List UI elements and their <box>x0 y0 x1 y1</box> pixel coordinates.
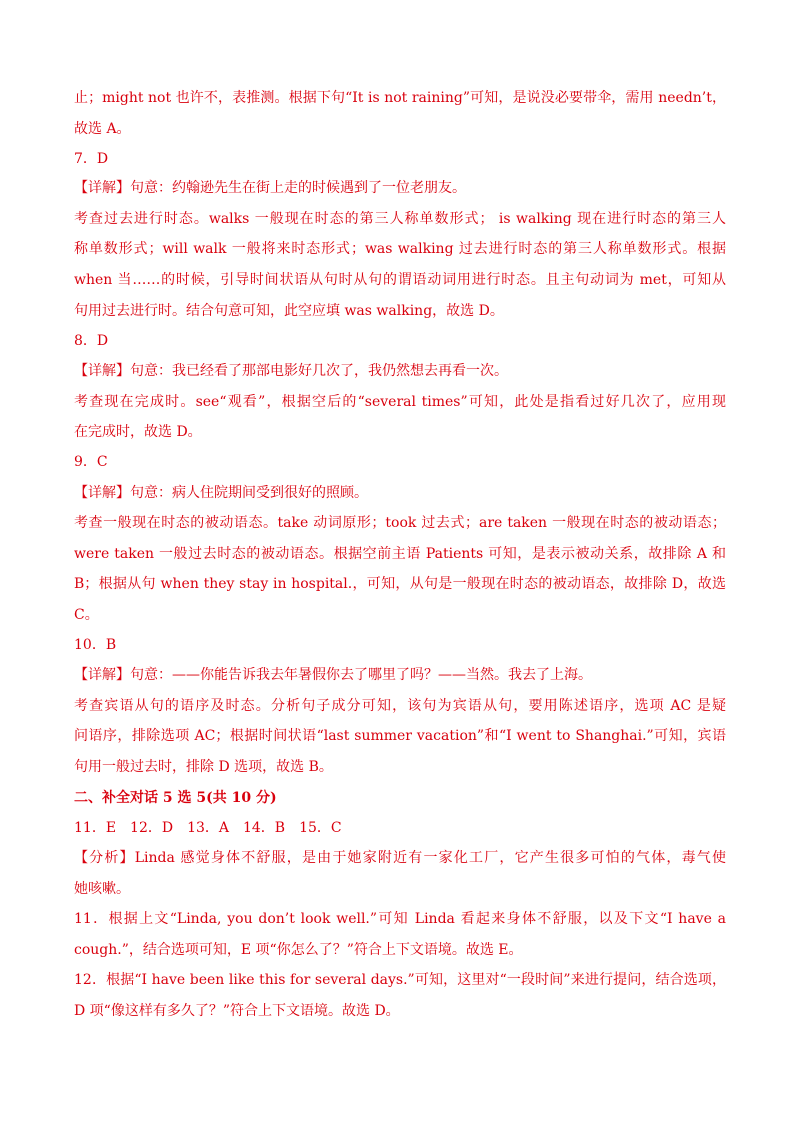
text-line: 她咳嗽。 <box>74 881 130 897</box>
text-line: 7．D <box>74 151 109 167</box>
text-line: 止；might not 也许不，表推测。根据下句“It is not raining”可知，是说没必要带伞，需用 needn’t， <box>74 90 726 106</box>
text-line: D 项“像这样有多久了？”符合上下文语境。故选 D。 <box>74 1003 400 1019</box>
text-line: 考查宾语从句的语序及时态。分析句子成分可知，该句为宾语从句，要用陈述语序，选项 AC 是疑 <box>74 698 726 714</box>
text-line: 考查现在完成时。see“观看”，根据空后的“several times”可知，此处是指看过好几次了，应用现 <box>74 394 726 410</box>
text-line: C。 <box>74 607 99 623</box>
text-line: 12．根据“I have been like this for several days.”可知，这里对“一段时间”来进行提问，结合选项， <box>74 972 726 988</box>
text-line: 【详解】句意：我已经看了那部电影好几次了，我仍然想去再看一次。 <box>74 363 508 379</box>
text-line: 10．B <box>74 637 117 653</box>
text-line: 11．E 12．D 13．A 14．B 15．C <box>74 820 342 836</box>
text-line: 【详解】句意：——你能告诉我去年暑假你去了哪里了吗？——当然。我去了上海。 <box>74 667 592 683</box>
text-line: B；根据从句 when they stay in hospital.，可知，从句是一般现在时态的被动语态，故排除 D，故选 <box>74 576 726 592</box>
text-line: were taken 一般过去时态的被动语态。根据空前主语 Patients 可知，是表示被动关系，故排除 A 和 <box>74 546 726 562</box>
section-heading: 二、补全对话 5 选 5(共 10 分) <box>74 790 277 806</box>
text-line: 9．C <box>74 454 108 470</box>
text-line: 句用过去进行时。结合句意可知，此空应填 was walking，故选 D。 <box>74 303 504 319</box>
text-line: 【详解】句意：约翰逊先生在街上走的时候遇到了一位老朋友。 <box>74 180 466 196</box>
text-line: 故选 A。 <box>74 121 131 137</box>
text-line: 【分析】Linda 感觉身体不舒服，是由于她家附近有一家化工厂，它产生很多可怕的气体，毒气使 <box>74 850 726 866</box>
text-line: 称单数形式；will walk 一般将来时态形式；was walking 过去进行时态的第三人称单数形式。根据 <box>74 241 726 257</box>
text-line: 8．D <box>74 333 109 349</box>
text-line: cough.”，结合选项可知，E 项“你怎么了？”符合上下文语境。故选 E。 <box>74 942 523 958</box>
text-line: 问语序，排除选项 AC；根据时间状语“last summer vacation”和“I went to Shanghai.”可知，宾语 <box>74 728 726 744</box>
text-line: 考查一般现在时态的被动语态。take 动词原形；took 过去式；are taken 一般现在时态的被动语态； <box>74 515 726 531</box>
text-line: when 当……的时候，引导时间状语从句时从句的谓语动词用进行时态。且主句动词为 met，可知从 <box>74 272 726 288</box>
text-line: 11．根据上文“Linda, you don’t look well.”可知 Linda 看起来身体不舒服，以及下文“I have a <box>74 911 726 927</box>
text-line: 在完成时，故选 D。 <box>74 424 202 440</box>
text-line: 【详解】句意：病人住院期间受到很好的照顾。 <box>74 485 368 501</box>
text-line: 句用一般过去时，排除 D 选项，故选 B。 <box>74 759 333 775</box>
text-line: 考查过去进行时态。walks 一般现在时态的第三人称单数形式； is walking 现在进行时态的第三人 <box>74 211 726 227</box>
